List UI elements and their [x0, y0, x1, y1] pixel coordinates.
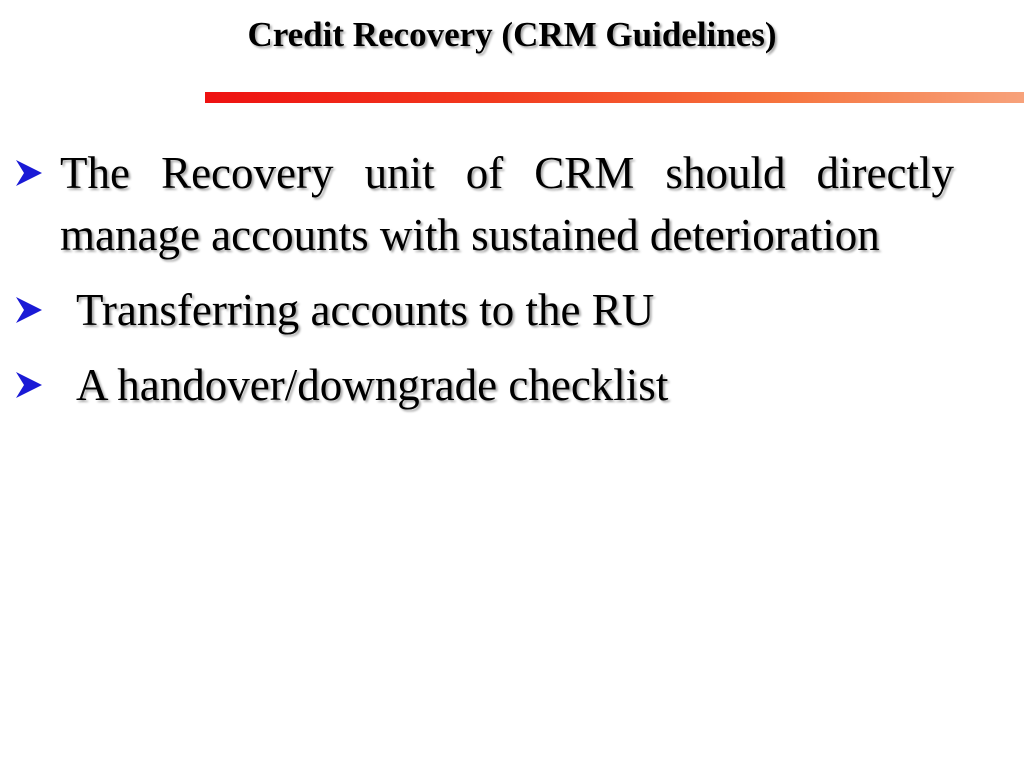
bullet-list — [14, 142, 954, 416]
arrowhead-bullet-icon — [14, 354, 60, 416]
bullet-text: A handover/downgrade checklist — [76, 360, 669, 410]
bullet-text: Transferring accounts to the RU — [76, 285, 655, 335]
slide-title: Credit Recovery (CRM Guidelines) — [247, 15, 777, 54]
bullet-item-2 — [14, 279, 954, 341]
bullet-item-3 — [14, 354, 954, 416]
bullet-item-1 — [14, 142, 954, 266]
arrowhead-bullet-icon — [14, 142, 60, 204]
bullet-text: The Recovery unit of CRM should directly manage accounts with sustained deterioration — [60, 148, 954, 260]
title-underline-bar — [205, 92, 1024, 103]
arrowhead-bullet-icon — [14, 279, 60, 341]
